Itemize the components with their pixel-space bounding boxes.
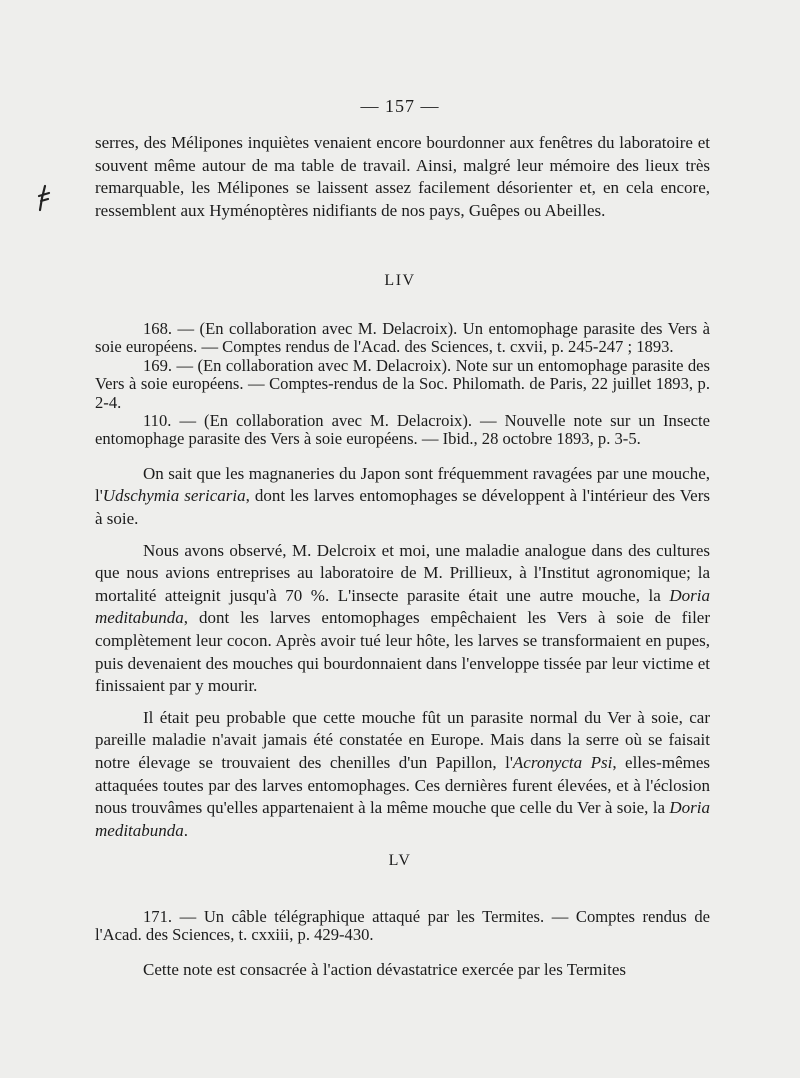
section-heading-lv: LV bbox=[388, 852, 412, 869]
margin-annotation-mark bbox=[36, 184, 52, 217]
reference-110: 110. — (En collaboration avec M. Delacroix). — Nouvelle note sur un Insecte entomophage parasite des Vers à soie européens. — Ibid., 28 octobre 1893, p. 3-5. bbox=[95, 411, 710, 449]
species-name: Doria meditabunda bbox=[95, 798, 710, 840]
section-lv-body bbox=[95, 908, 710, 981]
page-number: — 157 — bbox=[360, 96, 440, 116]
top-paragraph-block bbox=[95, 132, 710, 222]
reference-171: 171. — Un câble télégraphique attaqué par les Termites. — Comptes rendus de l'Acad. des Sciences, t. cxxiii, p. 429-430. bbox=[95, 907, 710, 945]
reference-168: 168. — (En collaboration avec M. Delacroix). Un entomophage parasite des Vers à soie européens. — Comptes rendus de l'Acad. des Sciences, t. cxvii, p. 245-247 ; 1893. bbox=[95, 319, 710, 357]
species-name: Udschymia sericaria bbox=[102, 486, 246, 506]
section-liv-body bbox=[95, 320, 710, 842]
paragraph-magnaneries: On sait que les magnaneries du Japon sont fréquemment ravagées par une mouche, l'Udschymia sericaria, dont les larves entomophages se développent à l'intérieur des Vers à soie. bbox=[95, 463, 711, 529]
species-name: Acronycta Psi bbox=[512, 752, 613, 772]
top-paragraph: serres, des Mélipones inquiètes venaient encore bourdonner aux fenêtres du laboratoire et souvent même autour de ma table de travail. Ainsi, malgré leur mémoire des lieux très remarquable, les Mélipones se laissent assez facilement désorienter et, en cela encore, ressemblent aux Hyménoptères nidifiants de nos pays, Guêpes ou Abeilles. bbox=[95, 133, 710, 220]
species-name: Doria meditabunda bbox=[95, 585, 710, 628]
reference-169: 169. — (En collaboration avec M. Delacroix). Note sur un entomophage parasite des Vers à soie européens. — Comptes-rendus de la Soc. Philomath. de Paris, 22 juillet 1893, p. 2-4. bbox=[95, 355, 710, 412]
paragraph-observation: Nous avons observé, M. Delcroix et moi, une maladie analogue dans des cultures que nous avions entreprises au laboratoire de M. Prillieux, à l'Institut agronomique; la mortalité atteignit jusqu'à 70 %. L'insecte parasite était une autre mouche, la Doria meditabunda, dont les larves entomophages empêchaient les Vers à soie de filer complètement leur cocon. Après avoir tué leur hôte, les larves se transformaient en pupes, puis devenaient des mouches qui bourdonnaient dans l'enveloppe tissée par leur victime et finissaient par y mourir. bbox=[95, 540, 710, 696]
paragraph-termites: Cette note est consacrée à l'action dévastatrice exercée par les Termites bbox=[143, 959, 626, 979]
section-heading-liv: LIV bbox=[384, 272, 416, 289]
paragraph-conclusion: Il était peu probable que cette mouche fût un parasite normal du Ver à soie, car pareille maladie n'avait jamais été constatée en Europe. Mais dans la serre où se faisait notre élevage se trouvaient des chenilles d'un Papillon, l'Acronycta Psi, elles-mêmes attaquées toutes par des larves entomophages. Ces dernières furent élevées, et à l'éclosion nous trouvâmes qu'elles appartenaient à la même mouche que celle du Ver à soie, la Doria meditabunda. bbox=[95, 707, 710, 840]
